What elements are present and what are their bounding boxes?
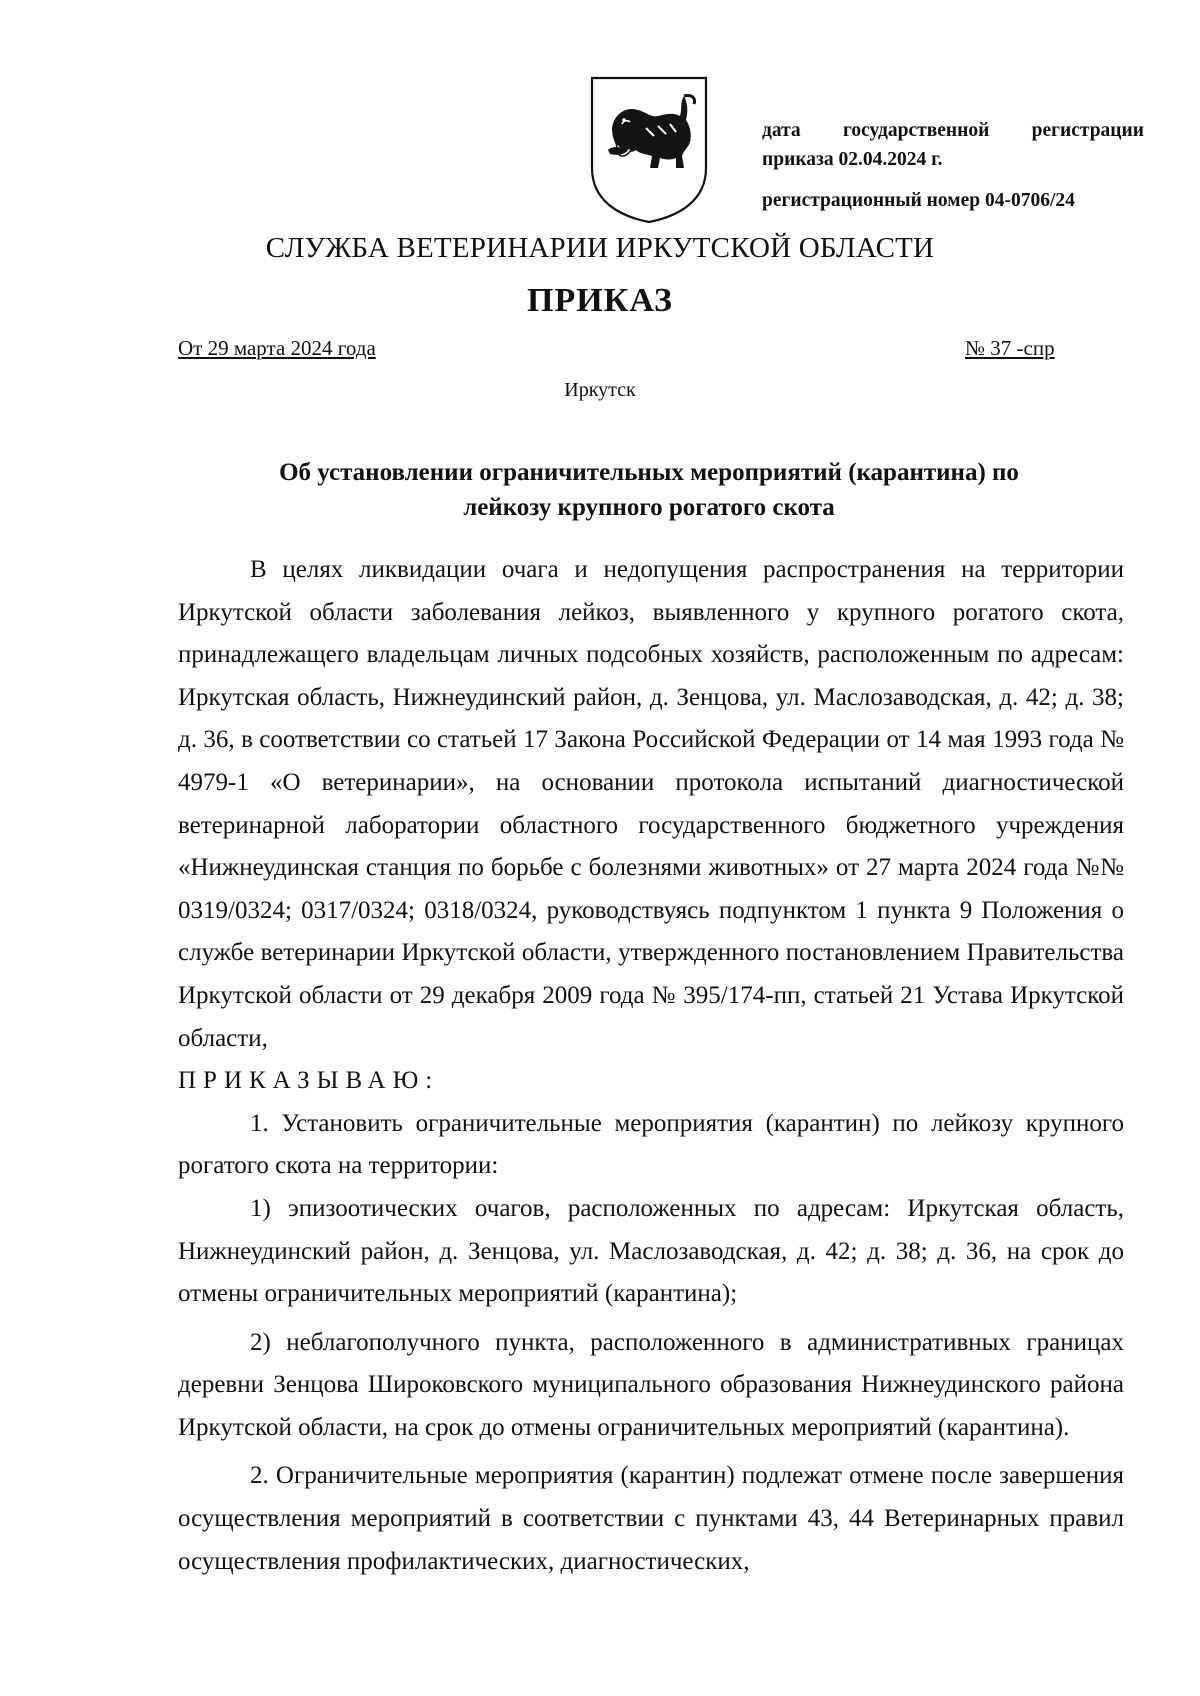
title-line-2: лейкозу крупного рогатого скота [463, 494, 835, 521]
clause-1-subitem-2: 2) неблагополучного пункта, расположенного в административных границах деревни Зенцова Широковского муниципального образования Нижнеудинского района Иркутской области, на срок до отмены ограничительных мероприятий (карантина). [178, 1328, 1124, 1441]
document-type: ПРИКАЗ [527, 282, 673, 319]
intro-paragraph: В целях ликвидации очага и недопущения распространения на территории Иркутской области заболевания лейкоз, выявленного у крупного рогатого скота, принадлежащего владельцам личных подсобных хозяйств, расположенным по адресам: Иркутская область, Нижнеудинский район, д. Зенцова, ул. Маслозаводская, д. 42; д. 38; д. 36, в соответствии со статьей 17 Закона Российской Федерации от 14 мая 1993 года № 4979-1 «О ветеринарии», на основании протокола испытаний диагностической ветеринарной лаборатории областного государственного бюджетного учреждения «Нижнеудинская станция по борьбе с болезнями животных» от 27 марта 2024 года №№ 0319/0324; 0317/0324; 0318/0324, руководствуясь подпунктом 1 пункта 9 Положения о службе ветеринарии Иркутской области, утвержденного постановлением Правительства Иркутской области от 29 декабря 2009 года № 395/174-пп, статьей 21 Устава Иркутской области, [178, 556, 1124, 1052]
coat-of-arms-emblem [588, 76, 710, 224]
registration-line-2: приказа 02.04.2024 г. [762, 149, 943, 170]
document-date: От 29 марта 2024 года [178, 336, 376, 360]
clause-2: 2. Ограничительные мероприятия (карантин) подлежат отмене после завершения осуществления мероприятий в соответствии с пунктами 43, 44 Ветеринарных правил осуществления профилактических, диагностических, [178, 1462, 1124, 1575]
document-number: № 37 -спр [965, 336, 1055, 360]
clause-1: 1. Установить ограничительные мероприятия (карантин) по лейкозу крупного рогатого скота на территории: [178, 1109, 1124, 1180]
registration-info [762, 116, 1144, 215]
title-line-1: Об установлении ограничительных мероприятий (карантина) по [279, 459, 1019, 486]
document-city: Иркутск [564, 379, 636, 401]
document-title [178, 455, 1120, 525]
decree-word: ПРИКАЗЫВАЮ: [178, 1067, 440, 1095]
registration-number: регистрационный номер 04-0706/24 [762, 190, 1075, 211]
document-body [178, 549, 1124, 1583]
agency-name: СЛУЖБА ВЕТЕРИНАРИИ ИРКУТСКОЙ ОБЛАСТИ [265, 232, 935, 264]
clause-1-subitem-1: 1) эпизоотических очагов, расположенных по адресам: Иркутская область, Нижнеудинский район, д. Зенцова, ул. Маслозаводская, д. 42; д. 38; д. 36, на срок до отмены ограничительных мероприятий (карантина); [178, 1194, 1124, 1308]
irkutsk-coat-of-arms-icon [588, 76, 710, 224]
registration-line-1: дата государственной регистрации [762, 120, 1144, 141]
